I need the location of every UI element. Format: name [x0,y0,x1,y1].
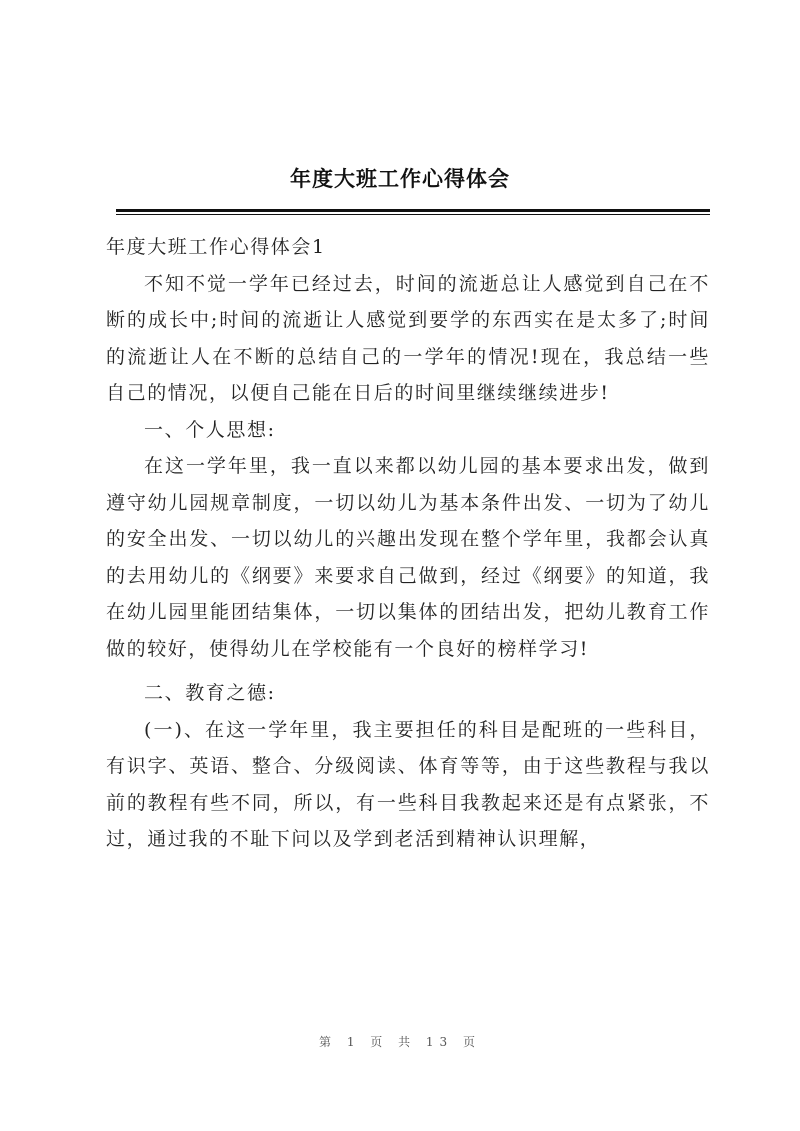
paragraph: (一)、在这一学年里，我主要担任的科目是配班的一些科目，有识字、英语、整合、分级阅读、体育等等，由于这些教程与我以前的教程有些不同，所以，有一些科目我教起来还是有点紧张，不过，通过我的不耻下问以及学到老活到精神认识理解， [106,718,710,850]
subsection-heading: 一、个人思想: [144,418,276,441]
document-body [106,229,710,858]
section-heading: 年度大班工作心得体会1 [106,236,326,258]
title-divider [116,209,710,212]
paragraph: 在这一学年里，我一直以来都以幼儿园的基本要求出发，做到遵守幼儿园规章制度，一切以幼儿为基本条件出发、一切为了幼儿的安全出发、一切以幼儿的兴趣出发现在整个学年里，我都会认真的去用幼儿的《纲要》来要求自己做到，经过《纲要》的知道，我在幼儿园里能团结集体，一切以集体的团结出发，把幼儿教育工作做的较好，使得幼儿在学校能有一个良好的榜样学习! [106,455,710,660]
paragraph: 不知不觉一学年已经过去，时间的流逝总让人感觉到自己在不断的成长中;时间的流逝让人感觉到要学的东西实在是太多了;时间的流逝让人在不断的总结自己的一学年的情况!现在，我总结一些自己的情况，以便自己能在日后的时间里继续继续进步! [106,272,710,404]
document-title: 年度大班工作心得体会 [290,167,510,191]
subsection-heading: 二、教育之德: [144,682,276,704]
title-divider-thin [116,214,710,215]
page-footer: 第 1 页 共 13 页 [319,1035,481,1049]
